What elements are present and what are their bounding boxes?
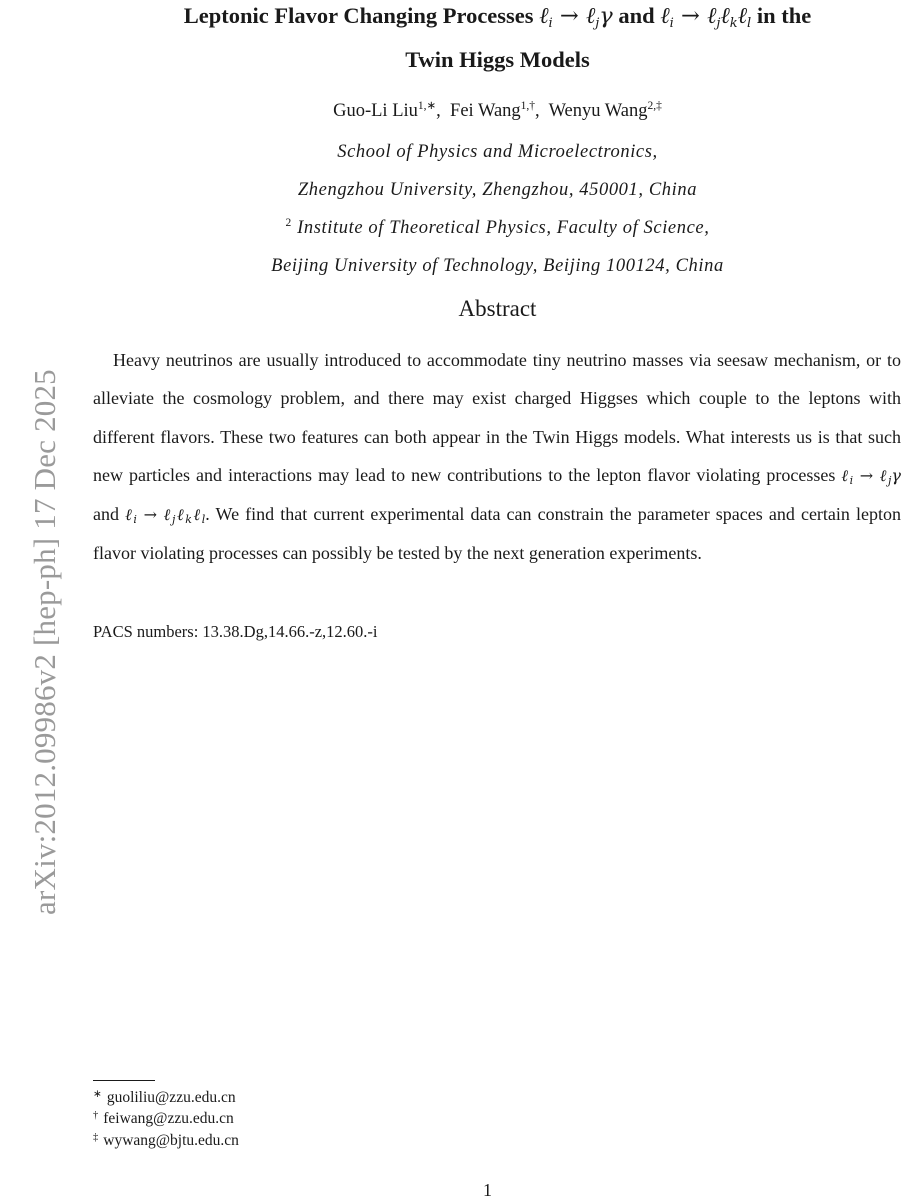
title-line2: Twin Higgs Models <box>405 47 590 72</box>
arxiv-stamp: arXiv:2012.09986v2 [hep-ph] 17 Dec 2025 <box>27 369 62 915</box>
title-text-part1: Leptonic Flavor Changing Processes <box>183 3 534 28</box>
pacs-numbers: PACS numbers: 13.38.Dg,14.66.-z,12.60.-i <box>93 622 378 641</box>
paper-title <box>80 0 901 81</box>
abstract-heading: Abstract <box>458 296 537 321</box>
author-name: Fei Wang <box>450 101 521 121</box>
page-number: 1 <box>483 1180 492 1200</box>
affiliation-1-line-1: School of Physics and Microelectronics, <box>337 142 658 162</box>
title-math-three-body: ℓ$_i$ → ℓ$_j$ℓ$_k$ℓ$_l$ <box>660 3 752 31</box>
title-math-radiative: ℓ$_i$ → ℓ$_j$γ <box>539 3 613 31</box>
author-name: Guo-Li Liu <box>333 101 418 121</box>
author-list: Guo-Li Liu$^{1,∗}$, Fei Wang$^{1,\dagger}$, Wenyu Wang$^{2,\ddagger}$ <box>333 100 662 121</box>
footnote: ‡ wywang@bjtu.edu.cn <box>93 1132 239 1149</box>
affiliation-2-line-2: Beijing University of Technology, Beijing 100124, China <box>271 256 724 276</box>
affiliation-2-line-1: $^2$ Institute of Theoretical Physics, Faculty of Science, <box>285 217 710 238</box>
footnote-rule <box>93 1080 155 1081</box>
abstract-body: Heavy neutrinos are usually introduced to accommodate tiny neutrino masses via seesaw mechanism, or to alleviate the cosmology problem, and there may exist charged Higgses which couple to the leptons with different flavors. These two features can both appear in the Twin Higgs models. What interests us is that such new particles and interactions may lead to new contributions to the lepton flavor violating processes ℓ$_i$ → ℓ$_j$γ and ℓ$_i$ → ℓ$_j$ℓ$_k$ℓ$_l$. We find that current experimental data can constrain the parameter spaces and certain lepton flavor violating processes can possibly be tested by the next generation experiments. <box>93 350 901 564</box>
footnote: † feiwang@zzu.edu.cn <box>93 1110 234 1127</box>
inline-math-radiative: ℓ$_i$ → ℓ$_j$γ <box>841 465 901 487</box>
title-text-and: and <box>618 3 655 28</box>
footnote: ∗ guoliliu@zzu.edu.cn <box>93 1089 236 1106</box>
inline-math-three-body: ℓ$_i$ → ℓ$_j$ℓ$_k$ℓ$_l$ <box>125 505 206 527</box>
affiliation-1-line-2: Zhengzhou University, Zhengzhou, 450001, China <box>297 180 698 200</box>
title-text-part2: in the <box>756 3 812 28</box>
author-name: Wenyu Wang <box>548 101 648 121</box>
